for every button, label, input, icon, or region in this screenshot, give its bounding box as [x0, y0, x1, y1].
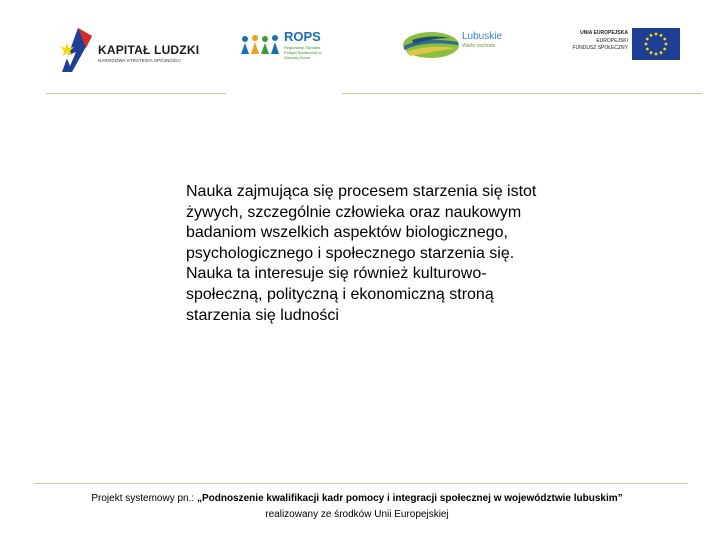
header-divider-left [46, 93, 226, 94]
footer-divider [34, 483, 688, 484]
eu-text [560, 30, 628, 53]
eu-line3: FUNDUSZ SPOŁECZNY [572, 45, 628, 51]
eu-logo [560, 28, 682, 62]
kapital-ludzki-subtitle: NARODOWA STRATEGIA SPÓJNOŚCI [98, 58, 181, 63]
eu-flag-icon [632, 28, 680, 60]
kapital-ludzki-logo [58, 26, 208, 76]
footer-prefix: Projekt systemowy pn.: [91, 493, 197, 504]
lubuskie-landscape-icon [402, 30, 460, 60]
eu-line1: UNIA EUROPEJSKA [580, 30, 628, 36]
rops-subtitle: Regionalny Ośrodek Polityki Społecznej w Zielonej Górze [284, 45, 322, 60]
eu-line2: EUROPEJSKI [596, 37, 628, 44]
footer-project-title: „Podnoszenie kwalifikacji kadr pomocy i integracji społecznej w województwie lubuskim” [196, 493, 623, 504]
footer-line1 [40, 491, 674, 507]
lubuskie-title: Lubuskie [462, 31, 503, 42]
kapital-ludzki-emblem-icon [58, 26, 94, 74]
rops-title: ROPS [284, 29, 321, 44]
lubuskie-logo [402, 28, 512, 64]
main-paragraph: Nauka zajmująca się procesem starzenia się istot żywych, szczególnie człowieka oraz naukowym badaniom wszelkich aspektów biologicznego, psychologicznego i społecznego starzenia się. Nauka ta interesuje się również kulturowo-społeczną, polityczną i ekonomiczną stroną starzenia się ludności [186, 183, 537, 324]
rops-people-icon [240, 34, 282, 58]
footer [40, 491, 674, 523]
footer-line2: realizowany ze środków Unii Europejskiej [265, 509, 449, 520]
lubuskie-subtitle: Warte zachodu [462, 43, 496, 49]
rops-logo [240, 28, 330, 68]
kapital-ludzki-title: KAPITAŁ LUDZKI [98, 43, 200, 57]
header-divider-right [342, 93, 702, 94]
